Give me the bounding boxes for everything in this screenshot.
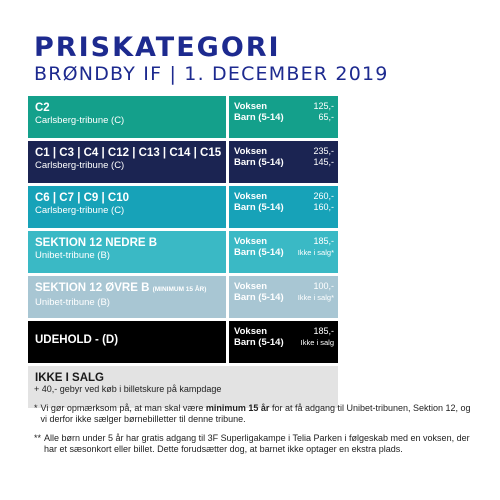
price-label-child: Barn (5-14) [234,337,284,348]
category-name-main: SEKTION 12 ØVRE B [35,282,150,294]
price-value-adult: 100,- [313,281,334,291]
price-value-child: 65,- [318,112,334,122]
note-minimum-age [34,403,474,425]
category-row-c6-group [28,186,338,228]
price-value-child: 160,- [313,202,334,212]
note-minimum-post: for at få adgang til Unibet-tribunen, Sektion 12, og vi derfor ikke sælger børnebilletter til denne tribune. [40,403,471,424]
category-name: IKKE I SALG [35,372,105,384]
price-value-adult: 260,- [313,191,334,201]
price-value-child: 145,- [313,157,334,167]
category-name-note: (MINIMUM 15 ÅR) [152,286,207,293]
price-cell [229,231,338,273]
category-row-udehold [28,321,338,363]
price-value-child: Ikke i salg [300,338,334,347]
note-mark: * [34,403,38,413]
note-minimum-bold: minimum 15 år [205,403,270,413]
price-label-child: Barn (5-14) [234,202,284,213]
page-subtitle: BRØNDBY IF | 1. DECEMBER 2019 [34,63,389,85]
note-minimum-pre: Vi gør opmærksom på, at man skal være [40,403,206,413]
price-label-adult: Voksen [234,281,268,292]
category-name: UDEHOLD - (D) [35,334,119,346]
category-cell [28,141,226,183]
category-cell [28,276,226,318]
footnotes [34,384,474,463]
price-cell [229,141,338,183]
category-cell [28,186,226,228]
category-row-c2 [28,96,338,138]
price-value-child: Ikke i salg* [297,293,334,302]
category-name [35,281,226,297]
note-minimum-body [41,403,474,425]
price-value-adult: 125,- [313,101,334,111]
price-value-adult: 185,- [313,326,334,336]
category-row-c1-group [28,141,338,183]
category-cell [28,231,226,273]
note-children [34,433,474,455]
category-sub: Carlsberg-tribune (C) [35,205,125,216]
price-label-adult: Voksen [234,236,268,247]
page-title: PRISKATEGORI [34,32,281,63]
category-sub: Unibet-tribune (B) [35,297,110,308]
price-value-adult: 185,- [313,236,334,246]
category-sub: Carlsberg-tribune (C) [35,115,125,126]
price-cell [229,96,338,138]
category-name: C2 [35,102,50,114]
price-cell [229,276,338,318]
price-cell [229,321,338,363]
category-sub: Carlsberg-tribune (C) [35,160,125,171]
price-label-adult: Voksen [234,191,268,202]
price-cell [229,186,338,228]
category-cell [28,321,226,363]
category-name: SEKTION 12 NEDRE B [35,237,158,249]
price-label-adult: Voksen [234,146,268,157]
price-value-child: Ikke i salg* [297,248,334,257]
category-name: C6 | C7 | C9 | C10 [35,192,130,204]
note-fee [34,384,474,395]
price-label-adult: Voksen [234,101,268,112]
price-value-adult: 235,- [313,146,334,156]
price-table [28,96,338,411]
note-fee-text: + 40,- gebyr ved køb i billetskure på kampdage [34,384,222,394]
category-cell [28,96,226,138]
price-label-adult: Voksen [234,326,268,337]
note-children-text: Alle børn under 5 år har gratis adgang til 3F Superligakampe i Telia Parken i følgeskab med en voksen, der har et sæsonkort eller billet. Dette forudsætter dog, at barnet ikke optager en ekstra plads. [44,433,470,454]
price-label-child: Barn (5-14) [234,247,284,258]
price-label-child: Barn (5-14) [234,157,284,168]
category-row-sektion-12-ovre [28,276,338,318]
category-row-sektion-12-nedre [28,231,338,273]
category-sub: Unibet-tribune (B) [35,250,110,261]
category-name: C1 | C3 | C4 | C12 | C13 | C14 | C15 [35,147,222,159]
price-label-child: Barn (5-14) [234,112,284,123]
price-label-child: Barn (5-14) [234,292,284,303]
note-mark: ** [34,433,42,443]
